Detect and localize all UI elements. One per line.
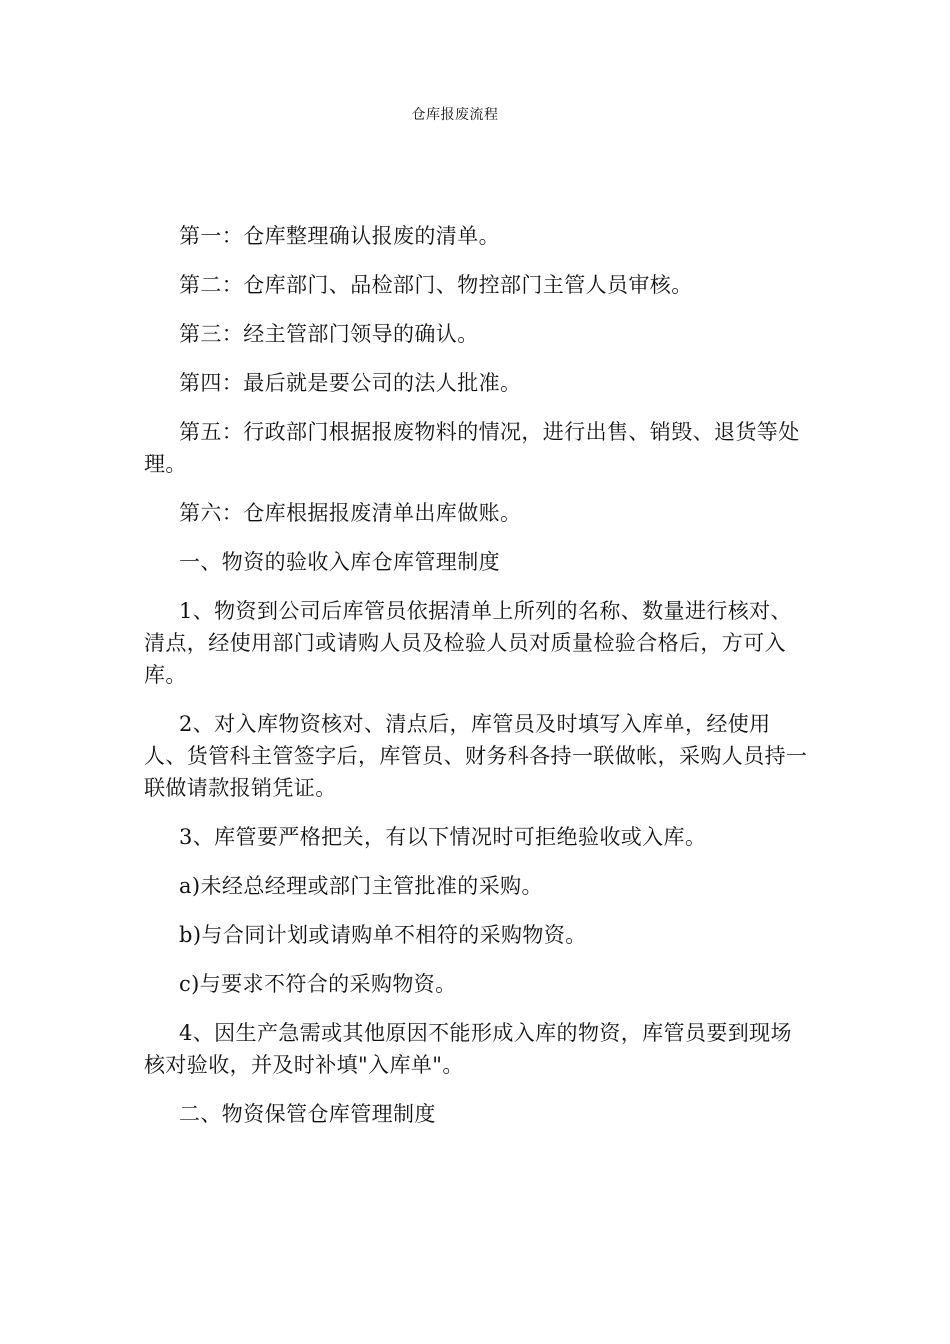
paragraph-rule-2: 2、对入库物资核对、清点后，库管员及时填写入库单，经使用人、货管科主管签字后，库管员、财务科各持一联做帐，采购人员持一联做请款报销凭证。 [144, 712, 808, 800]
paragraph-step-6: 第六：仓库根据报废清单出库做账。 [179, 501, 522, 525]
document-title: 仓库报废流程 [411, 107, 499, 123]
paragraph-rule-3: 3、库管要严格把关，有以下情况时可拒绝验收或入库。 [179, 825, 707, 849]
section-heading-1: 一、物资的验收入库仓库管理制度 [179, 550, 500, 574]
paragraph-step-3: 第三：经主管部门领导的确认。 [179, 322, 479, 346]
paragraph-rule-3a: a)未经总经理或部门主管批准的采购。 [179, 874, 543, 898]
paragraph-rule-1: 1、物资到公司后库管员依据清单上所列的名称、数量进行核对、清点，经使用部门或请购人员及检验人员对质量检验合格后，方可入库。 [144, 599, 792, 687]
paragraph-rule-4: 4、因生产急需或其他原因不能形成入库的物资，库管员要到现场核对验收，并及时补填"入库单"。 [144, 1021, 792, 1077]
section-heading-2: 二、物资保管仓库管理制度 [179, 1102, 436, 1126]
paragraph-rule-3b: b)与合同计划或请购单不相符的采购物资。 [179, 923, 587, 947]
paragraph-step-2: 第二：仓库部门、品检部门、物控部门主管人员审核。 [179, 273, 693, 297]
paragraph-rule-3c: c)与要求不符合的采购物资。 [179, 972, 457, 996]
paragraph-step-4: 第四：最后就是要公司的法人批准。 [179, 371, 522, 395]
paragraph-step-5: 第五：行政部门根据报废物料的情况，进行出售、销毁、退货等处理。 [144, 420, 800, 476]
paragraph-step-1: 第一：仓库整理确认报废的清单。 [179, 224, 500, 248]
document-body [144, 220, 812, 1147]
